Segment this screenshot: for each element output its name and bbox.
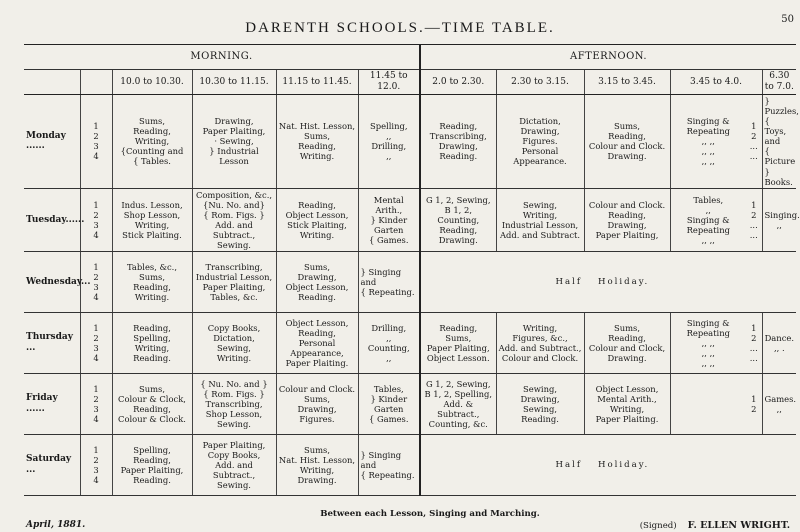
time-slot: 2.0 to 2.30. bbox=[420, 70, 496, 95]
lesson-cell: Writing, Figures, &c., Add. and Subtract., Colour and Clock. bbox=[496, 313, 584, 374]
lesson-cell: Composition, &c., {Nu. No. and} { Rom. Figs. } Add. and Subtract., Sewing. bbox=[192, 188, 276, 251]
lesson-cell: Spelling, Reading, Paper Plaiting, Reading. bbox=[112, 435, 192, 496]
lesson-cell: } Singing and { Repeating. bbox=[358, 435, 420, 496]
lesson-cell: Tables, } Kinder Garten { Games. bbox=[358, 374, 420, 435]
lesson-cell: Sums, Nat. Hist. Lesson, Writing, Drawing. bbox=[276, 435, 358, 496]
lesson-cell: Object Lesson, Reading, Personal Appearance, Paper Plaiting. bbox=[276, 313, 358, 374]
day-row-thursday bbox=[24, 313, 796, 374]
time-header-row bbox=[24, 70, 796, 95]
lesson-cell: Mental Arith., } Kinder Garten { Games. bbox=[358, 188, 420, 251]
day-row-saturday bbox=[24, 435, 796, 496]
footer-note: Between each Lesson, Singing and Marching. bbox=[320, 509, 540, 520]
day-name: Thursday ... bbox=[24, 313, 80, 374]
morning-header: MORNING. bbox=[24, 45, 420, 70]
class-numbers: 1 2 3 4 bbox=[80, 313, 112, 374]
time-slot: 3.45 to 4.0. bbox=[670, 70, 762, 95]
page-number: 50 bbox=[781, 14, 794, 25]
lesson-cell: Colour and Clock. Sums, Drawing, Figures. bbox=[276, 374, 358, 435]
lesson-cell: Singing. ,, bbox=[762, 188, 796, 251]
holiday-label: Holiday. bbox=[584, 435, 796, 496]
day-row-wednesday bbox=[24, 252, 796, 313]
class-numbers: 1 2 ... ... bbox=[746, 95, 762, 189]
lesson-cell: Drilling, ,, Counting, ,, bbox=[358, 313, 420, 374]
day-row-monday bbox=[24, 95, 796, 189]
lesson-cell: Reading, Sums, Paper Plaiting, Object Lesson. bbox=[420, 313, 496, 374]
class-numbers: 1 2 ... ... bbox=[746, 313, 762, 374]
half-label: Half bbox=[420, 435, 584, 496]
lesson-cell: Reading, Spelling, Writing, Reading. bbox=[112, 313, 192, 374]
class-numbers: 1 2 3 4 bbox=[80, 374, 112, 435]
lesson-cell: G 1, 2, Sewing, B 1, 2, Spelling, Add. & Subtract., Counting, &c. bbox=[420, 374, 496, 435]
lesson-cell: Sums, Drawing, Object Lesson, Reading. bbox=[276, 252, 358, 313]
lesson-cell: G 1, 2, Sewing, B 1, 2, Counting, Reading, Drawing. bbox=[420, 188, 496, 251]
page-title: DARENTH SCHOOLS.—TIME TABLE. bbox=[245, 20, 555, 36]
lesson-cell: Colour and Clock. Reading, Drawing, Paper Plaiting, bbox=[584, 188, 670, 251]
day-name: Monday ...... bbox=[24, 95, 80, 189]
time-slot: 2.30 to 3.15. bbox=[496, 70, 584, 95]
time-slot: 10.0 to 10.30. bbox=[112, 70, 192, 95]
lesson-cell: Sewing, Writing, Industrial Lesson, Add. and Subtract. bbox=[496, 188, 584, 251]
lesson-cell: Dictation, Drawing, Figures. Personal Appearance. bbox=[496, 95, 584, 189]
lesson-cell: Transcribing, Industrial Lesson, Paper Plaiting, Tables, &c. bbox=[192, 252, 276, 313]
lesson-cell: } Singing and { Repeating. bbox=[358, 252, 420, 313]
class-numbers: 1 2 bbox=[746, 374, 762, 435]
signed-label: (Signed) bbox=[639, 520, 677, 531]
signer-name: F. ELLEN WRIGHT. bbox=[687, 519, 791, 531]
class-numbers: 1 2 ... ... bbox=[746, 188, 762, 251]
date: April, 1881. bbox=[26, 520, 86, 531]
day-name: Friday ...... bbox=[24, 374, 80, 435]
lesson-cell: Spelling, ,, Drilling, ,, bbox=[358, 95, 420, 189]
lesson-cell: Reading, Object Lesson, Stick Plaiting, Writing. bbox=[276, 188, 358, 251]
lesson-cell: Tables, ,, Singing & Repeating ,, ,, bbox=[670, 188, 746, 251]
day-name: Tuesday...... bbox=[24, 188, 80, 251]
lesson-cell: Drawing, Paper Plaiting, · Sewing, } Industrial Lesson bbox=[192, 95, 276, 189]
lesson-cell: Singing & Repeating ,, ,, ,, ,, ,, ,, bbox=[670, 95, 746, 189]
lesson-cell: } Puzzles, { Toys, and { Picture } Books. bbox=[762, 95, 796, 189]
lesson-cell: { Nu. No. and } { Rom. Figs. } Transcribing, Shop Lesson, Sewing. bbox=[192, 374, 276, 435]
class-numbers: 1 2 3 4 bbox=[80, 95, 112, 189]
lesson-cell: Nat. Hist. Lesson, Sums, Reading, Writing. bbox=[276, 95, 358, 189]
day-name: Wednesday... bbox=[24, 252, 80, 313]
lesson-cell: Singing & Repeating ,, ,, ,, ,, ,, ,, bbox=[670, 313, 746, 374]
holiday-label: Holiday. bbox=[584, 252, 796, 313]
lesson-cell: Indus. Lesson, Shop Lesson, Writing, Stick Plaiting. bbox=[112, 188, 192, 251]
lesson-cell: Tables, &c., Sums, Reading, Writing. bbox=[112, 252, 192, 313]
lesson-cell: Sewing, Drawing, Sewing, Reading. bbox=[496, 374, 584, 435]
lesson-cell bbox=[670, 374, 746, 435]
footer-row bbox=[24, 496, 796, 532]
lesson-cell: Sums, Colour & Clock, Reading, Colour & Clock. bbox=[112, 374, 192, 435]
lesson-cell: Copy Books, Dictation, Sewing, Writing. bbox=[192, 313, 276, 374]
time-slot: 10.30 to 11.15. bbox=[192, 70, 276, 95]
class-numbers: 1 2 3 4 bbox=[80, 252, 112, 313]
day-name: Saturday ... bbox=[24, 435, 80, 496]
lesson-cell: Paper Plaiting, Copy Books, Add. and Subtract., Sewing. bbox=[192, 435, 276, 496]
time-slot: 3.15 to 3.45. bbox=[584, 70, 670, 95]
class-numbers: 1 2 3 4 bbox=[80, 435, 112, 496]
lesson-cell: Reading, Transcribing, Drawing, Reading. bbox=[420, 95, 496, 189]
class-numbers: 1 2 3 4 bbox=[80, 188, 112, 251]
lesson-cell: Object Lesson, Mental Arith., Writing, Paper Plaiting. bbox=[584, 374, 670, 435]
lesson-cell: Sums, Reading, Colour and Clock, Drawing. bbox=[584, 313, 670, 374]
afternoon-header: AFTERNOON. bbox=[420, 45, 796, 70]
lesson-cell: Games. ,, bbox=[762, 374, 796, 435]
lesson-cell: Sums, Reading, Colour and Clock. Drawing. bbox=[584, 95, 670, 189]
time-slot: 11.45 to 12.0. bbox=[358, 70, 420, 95]
lesson-cell: Dance. ,, . bbox=[762, 313, 796, 374]
day-row-tuesday bbox=[24, 188, 796, 251]
time-slot: 6.30 to 7.0. bbox=[762, 70, 796, 95]
timetable bbox=[24, 44, 800, 532]
time-slot: 11.15 to 11.45. bbox=[276, 70, 358, 95]
lesson-cell: Sums, Reading, Writing, {Counting and { Tables. bbox=[112, 95, 192, 189]
day-row-friday bbox=[24, 374, 796, 435]
half-label: Half bbox=[420, 252, 584, 313]
